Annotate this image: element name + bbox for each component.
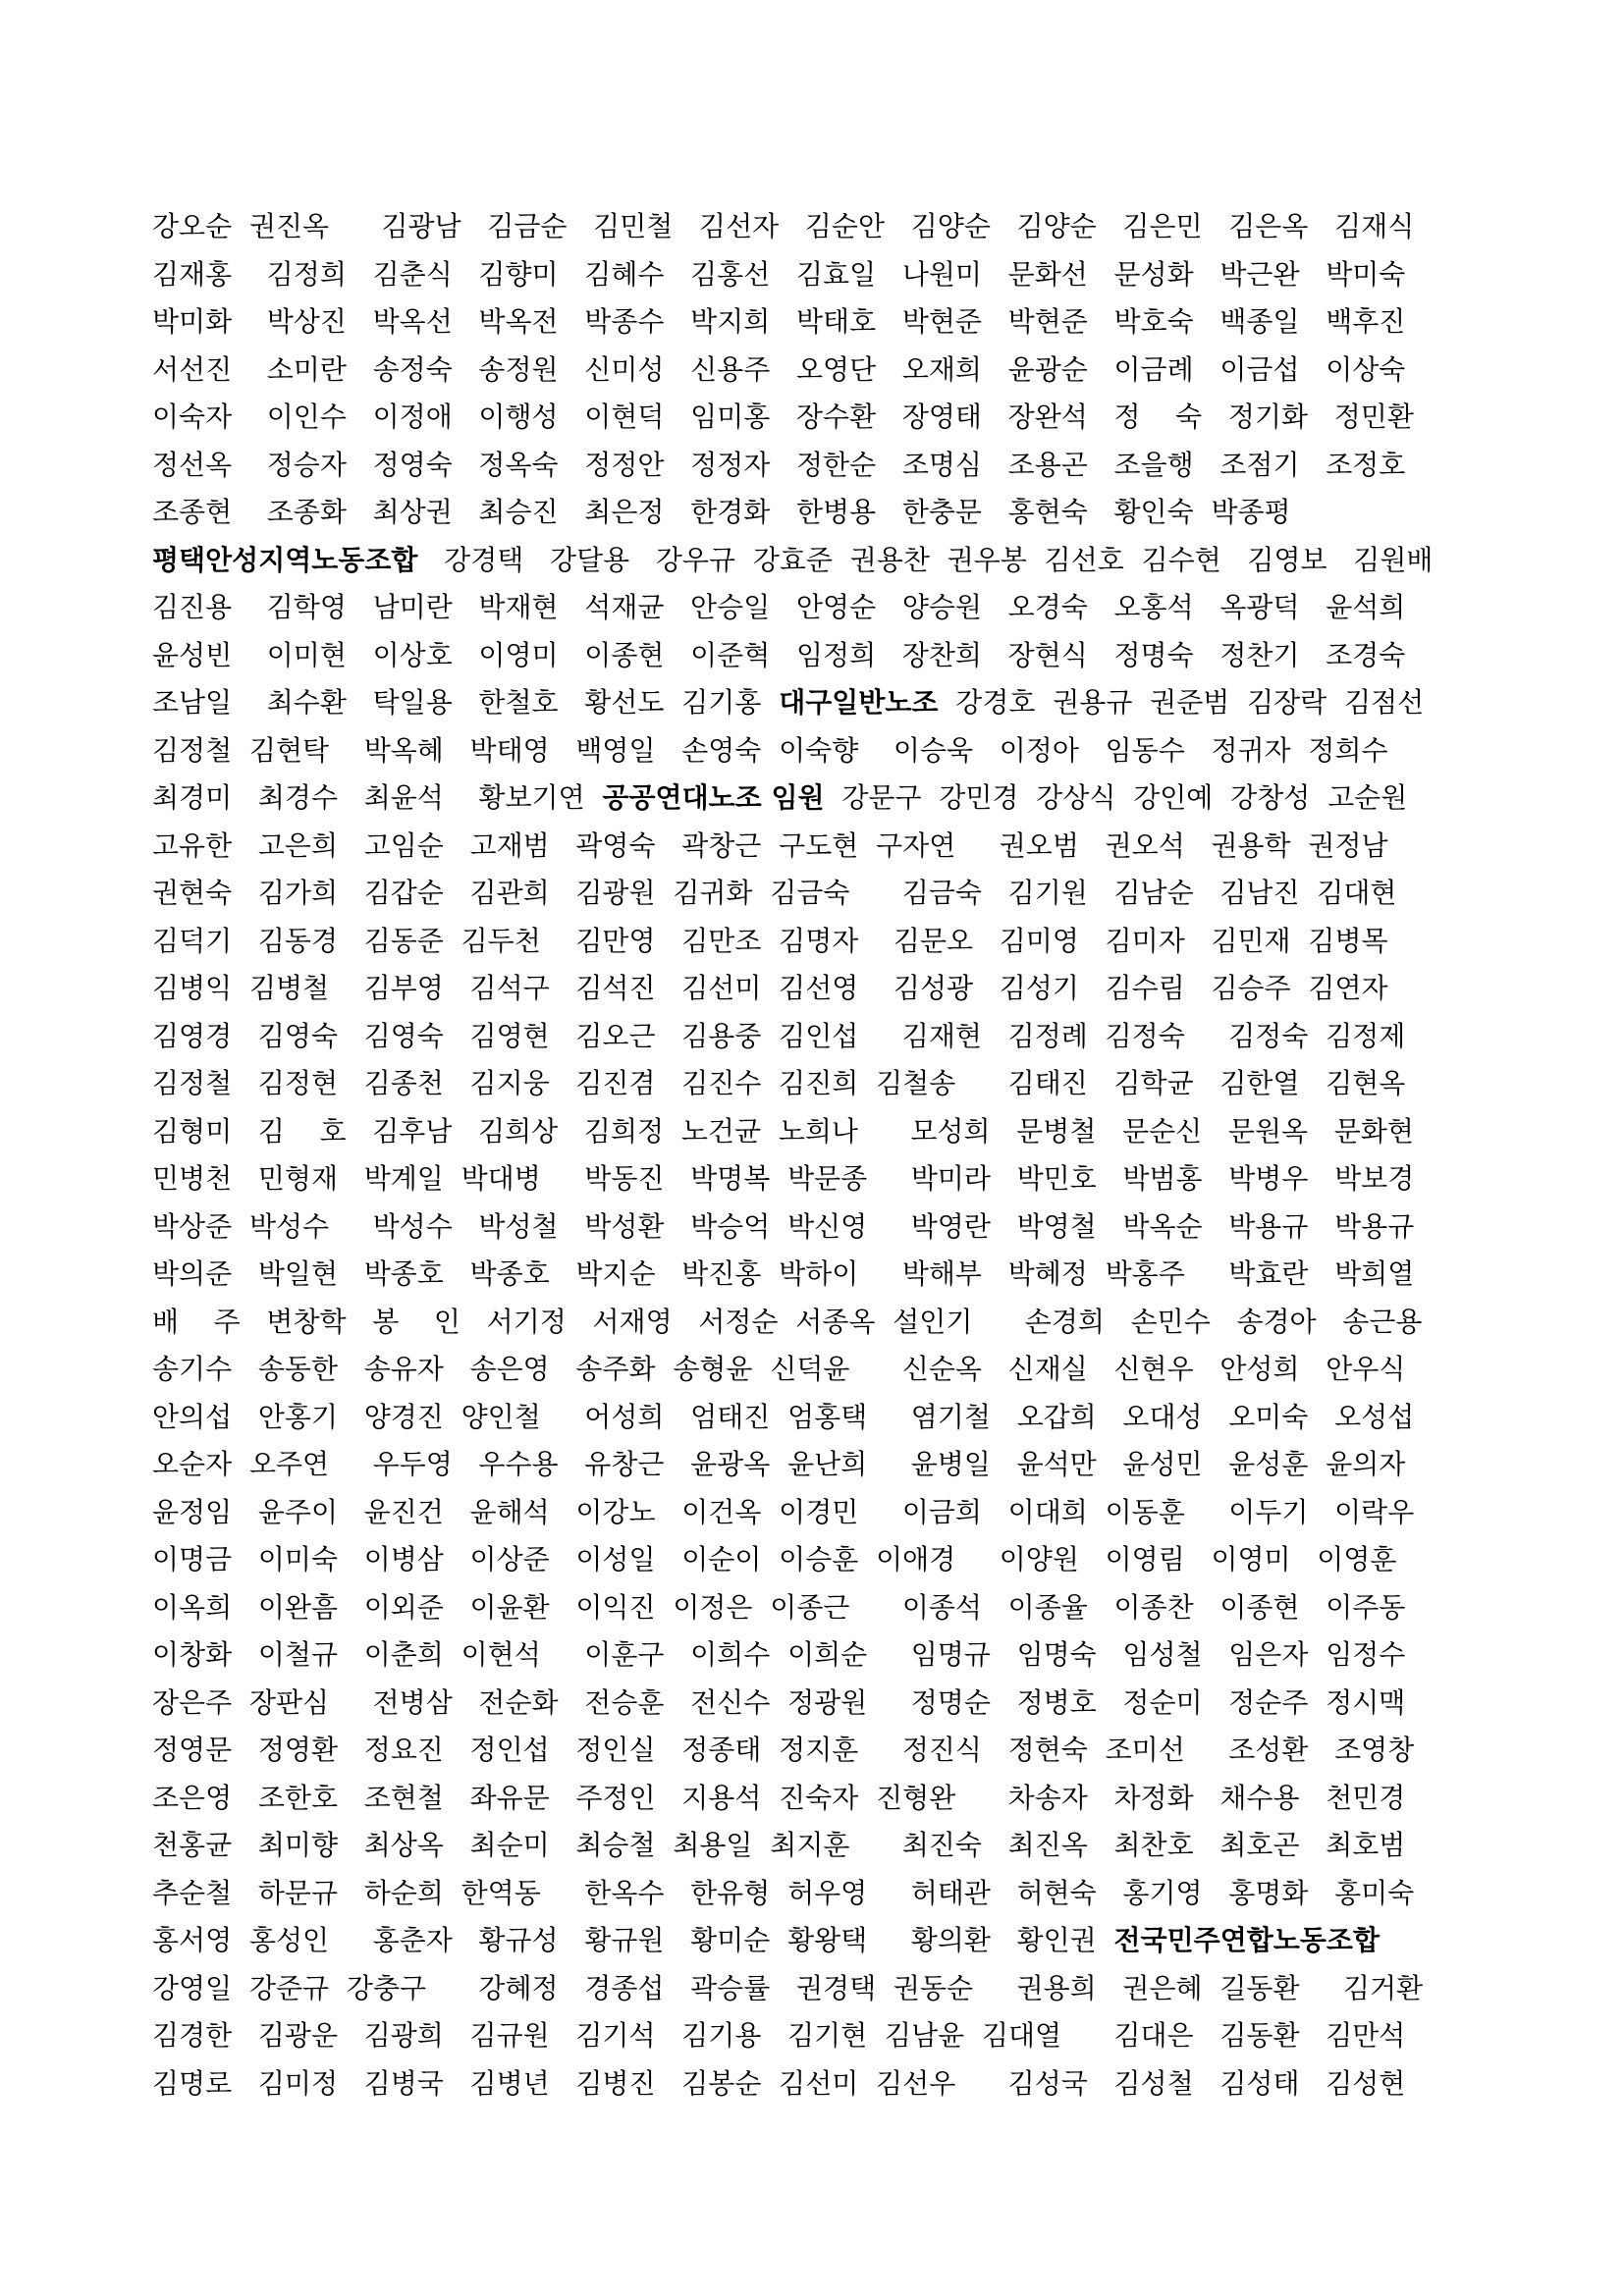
name-list (152, 203, 1468, 2108)
name-line: 박의준 박일현 박종호 박종호 박지순 박진홍 박하이 박해부 박혜정 박홍주 박효란 박희열 (152, 1257, 1415, 1290)
name-line: 김명로 김미정 김병국 김병년 김병진 김봉순 김선미 김선우 김성국 김성철 김성태 김성현 (152, 2066, 1406, 2100)
name-line: 민병천 민형재 박계일 박대병 박동진 박명복 박문종 박미라 박민호 박범홍 박병우 박보경 (152, 1162, 1415, 1195)
name-line: 조종현 조종화 최상권 최승진 최은정 한경화 한병용 한충문 홍현숙 황인숙 박종평 (152, 496, 1291, 528)
name-line: 김정철 김정현 김종천 김지웅 김진겸 김진수 김진희 김철송 김태진 김학균 김한열 김현옥 (152, 1067, 1406, 1099)
organization-heading: 전국민주연합노동조합 (1113, 1924, 1380, 1956)
name-line: 송기수 송동한 송유자 송은영 송주화 송형윤 신덕윤 신순옥 신재실 신현우 안성희 안우식 (152, 1353, 1406, 1385)
name-line: 김진용 김학영 남미란 박재현 석재균 안승일 안영순 양승원 오경숙 오홍석 옥광덕 윤석희 (152, 591, 1406, 623)
name-line: 박상준 박성수 박성수 박성철 박성환 박승억 박신영 박영란 박영철 박옥순 박용규 박용규 (152, 1209, 1415, 1243)
name-line: 정영문 정영환 정요진 정인섭 정인실 정종태 정지훈 정진식 정현숙 조미선 조성환 조영창 (152, 1734, 1415, 1766)
name-line: 윤성빈 이미현 이상호 이영미 이종현 이준혁 임정희 장찬희 장현식 정명숙 정찬기 조경숙 (152, 638, 1406, 671)
name-line: 이명금 이미숙 이병삼 이상준 이성일 이순이 이승훈 이애경 이양원 이영림 이영미 이영훈 (152, 1543, 1397, 1575)
name-line: 김병익 김병철 김부영 김석구 김석진 김선미 김선영 김성광 김성기 김수림 김승주 김연자 (152, 972, 1388, 1004)
name-line: 강영일 강준규 강충구 강혜정 경종섭 곽승률 권경택 권동순 권용희 권은혜 길동환 김거환 (152, 1971, 1424, 2004)
name-line: 권현숙 김가희 김갑순 김관희 김광원 김귀화 김금숙 김금숙 김기원 김남순 김남진 김대현 (152, 877, 1397, 909)
name-line: 박미화 박상진 박옥선 박옥전 박종수 박지희 박태호 박현준 박현준 박호숙 백종일 백후진 (152, 305, 1406, 338)
name-line: 이숙자 이인수 이정애 이행성 이현덕 임미홍 장수환 장영태 장완석 정 숙 정기화 정민환 (152, 400, 1414, 433)
name-line: 김덕기 김동경 김동준 김두천 김만영 김만조 김명자 김문오 김미영 김미자 김민재 김병목 (152, 924, 1388, 957)
organization-heading: 공공연대노조 임원 (602, 781, 825, 814)
organization-heading: 대구일반노조 (779, 686, 939, 719)
name-line: 이옥희 이완흠 이외준 이윤환 이익진 이정은 이종근 이종석 이종율 이종찬 이종현 이주동 (152, 1590, 1406, 1624)
name-line: 강오순 권진옥 김광남 김금순 김민철 김선자 김순안 김양순 김양순 김은민 김은옥 김재식 (152, 210, 1415, 242)
name-line: 홍서영 홍성인 홍춘자 황규성 황규원 황미순 황왕택 황의환 황인권 전국민주연합노동조합 (152, 1924, 1380, 1956)
name-line: 김형미 김 호 김후남 김희상 김희정 노건균 노희나 모성희 문병철 문순신 문원옥 문화현 (152, 1114, 1414, 1148)
name-line: 장은주 장판심 전병삼 전순화 전승훈 전신수 정광원 정명순 정병호 정순미 정순주 정시맥 (152, 1685, 1406, 1719)
name-line: 오순자 오주연 우두영 우수용 유창근 윤광옥 윤난희 윤병일 윤석만 윤성민 윤성훈 윤의자 (152, 1448, 1406, 1480)
name-line: 평택안성지역노동조합 강경택 강달용 강우규 강효준 권용찬 권우봉 김선호 김수현 김영보 김원배 (152, 543, 1434, 576)
name-line: 천홍균 최미향 최상옥 최순미 최승철 최용일 최지훈 최진숙 최진옥 최찬호 최호곤 최호범 (152, 1829, 1406, 1861)
name-line: 조남일 최수환 탁일용 한철호 황선도 김기홍 대구일반노조 강경호 권용규 권준범 김장락 김점선 (152, 686, 1425, 719)
name-line: 추순철 하문규 하순희 한역동 한옥수 한유형 허우영 허태관 허현숙 홍기영 홍명화 홍미숙 (152, 1876, 1415, 1909)
name-line: 고유한 고은희 고임순 고재범 곽영숙 곽창근 구도현 구자연 권오범 권오석 권용학 권정남 (152, 828, 1388, 862)
name-line: 김재홍 김정희 김춘식 김향미 김혜수 김홍선 김효일 나원미 문화선 문성화 박근완 박미숙 (152, 257, 1406, 291)
name-line: 윤정임 윤주이 윤진건 윤해석 이강노 이건옥 이경민 이금희 이대희 이동훈 이두기 이락우 (152, 1495, 1415, 1528)
name-line: 이창화 이철규 이춘희 이현석 이훈구 이희수 이희순 임명규 임명숙 임성철 임은자 임정수 (152, 1638, 1406, 1671)
name-line: 김경한 김광운 김광희 김규원 김기석 김기용 김기현 김남윤 김대열 김대은 김동환 김만석 (152, 2019, 1406, 2052)
name-line: 서선진 소미란 송정숙 송정원 신미성 신용주 오영단 오재희 윤광순 이금례 이금섭 이상숙 (152, 352, 1406, 386)
name-line: 안의섭 안홍기 양경진 양인철 어성희 엄태진 엄홍택 염기철 오갑희 오대성 오미숙 오성섭 (152, 1400, 1415, 1433)
organization-heading: 평택안성지역노동조합 (152, 543, 418, 576)
name-line: 김영경 김영숙 김영숙 김영현 김오근 김용중 김인섭 김재현 김정례 김정숙 김정숙 김정제 (152, 1019, 1406, 1052)
name-line: 김정철 김현탁 박옥혜 박태영 백영일 손영숙 이숙향 이승욱 이정아 임동수 정귀자 정희수 (152, 733, 1388, 767)
name-line: 최경미 최경수 최윤석 황보기연 공공연대노조 임원 강문구 강민경 강상식 강인예 강창성 고순원 (152, 781, 1408, 814)
name-line: 배 주 변창학 봉 인 서기정 서재영 서정순 서종옥 설인기 손경희 손민수 송경아 송근용 (152, 1305, 1423, 1338)
name-line: 정선옥 정승자 정영숙 정옥숙 정정안 정정자 정한순 조명심 조용곤 조을행 조점기 조정호 (152, 448, 1406, 481)
name-line: 조은영 조한호 조현철 좌유문 주정인 지용석 진숙자 진형완 차송자 차정화 채수용 천민경 (152, 1781, 1406, 1814)
